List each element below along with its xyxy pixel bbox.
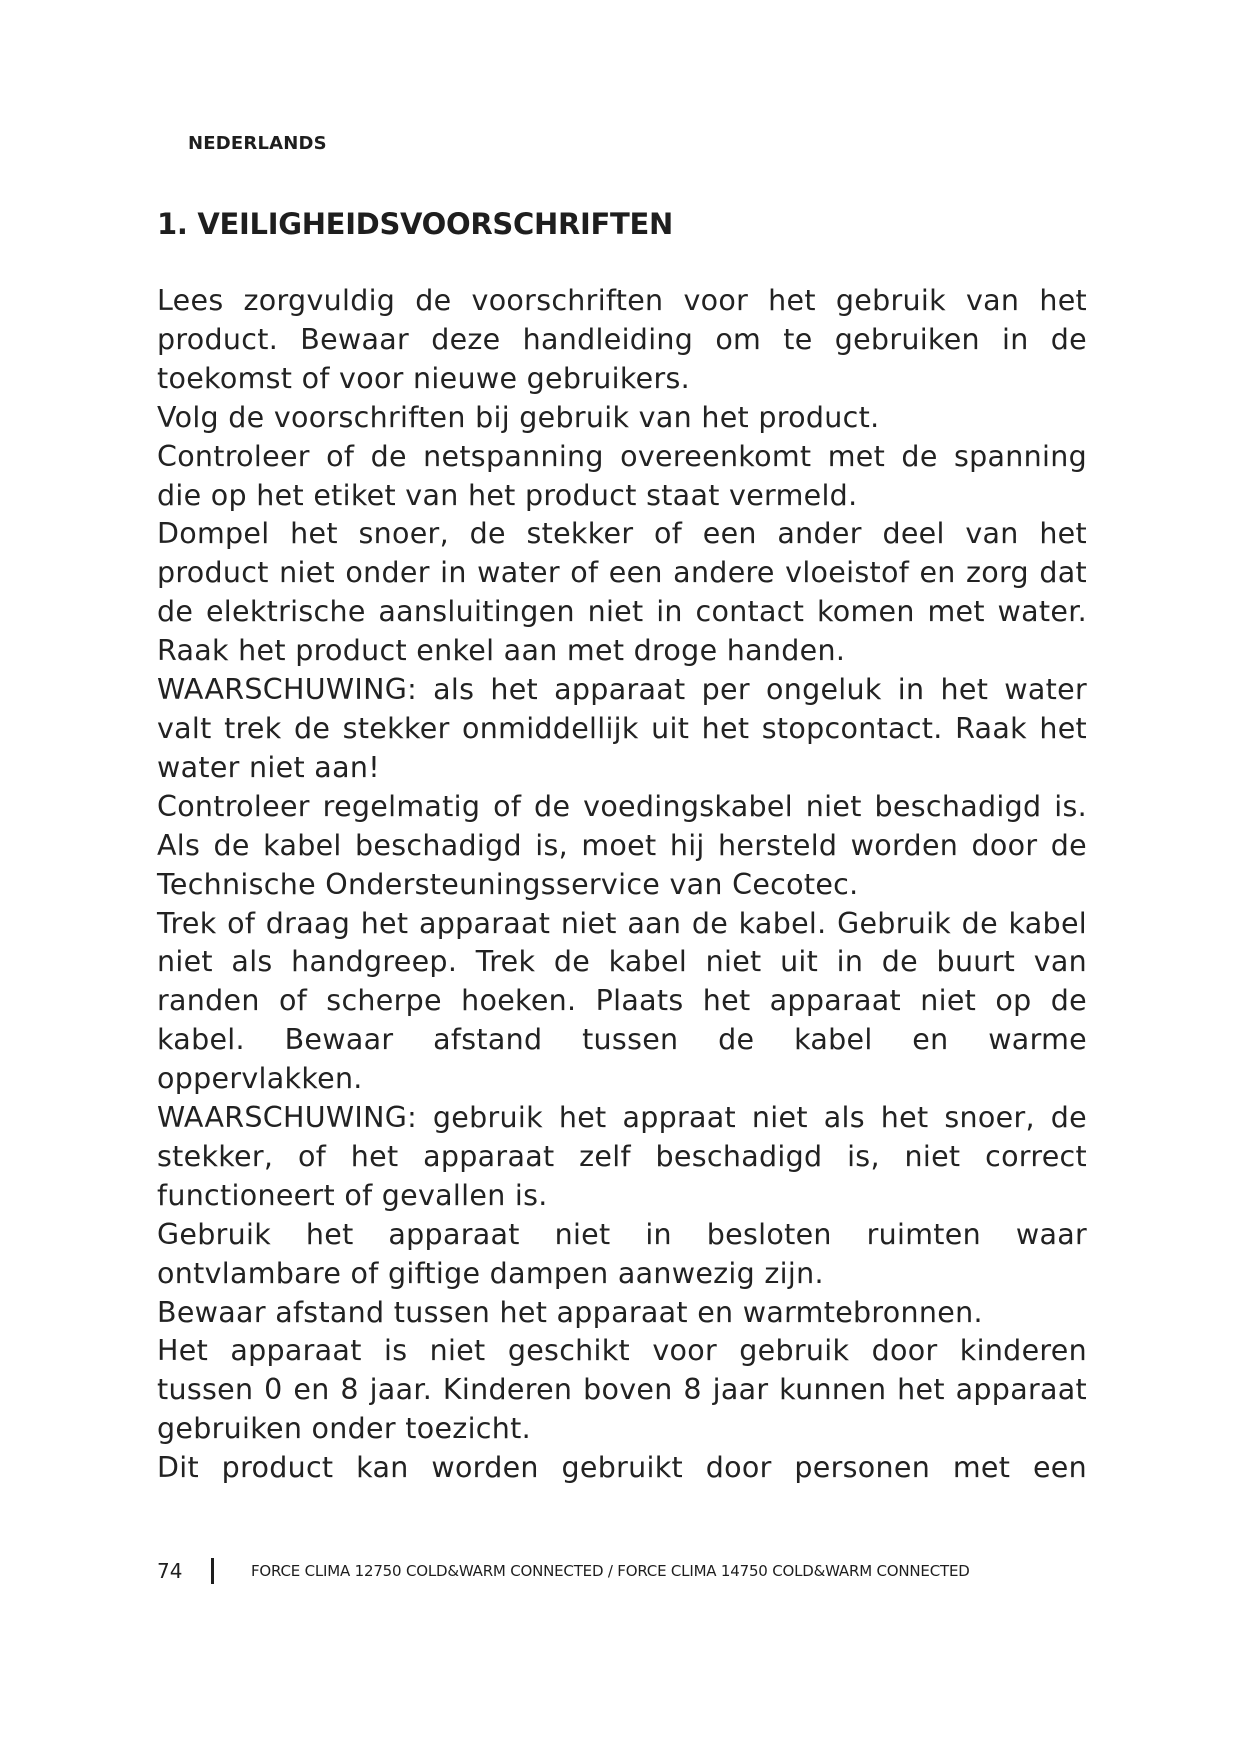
language-label: NEDERLANDS: [188, 133, 327, 154]
instruction-paragraph: Bewaar afstand tussen het apparaat en warmtebronnen.: [157, 1295, 983, 1329]
instruction-paragraph: Het apparaat is niet geschikt voor gebruik door kinderen tussen 0 en 8 jaar. Kinderen boven 8 jaar kunnen het apparaat gebruiken onder toezicht.: [157, 1334, 1087, 1446]
footer-divider: [211, 1558, 214, 1584]
instruction-paragraph: Gebruik het apparaat niet in besloten ruimten waar ontvlambare of giftige dampen aanwezig zijn.: [157, 1217, 1087, 1290]
page-footer: [157, 1557, 970, 1585]
instruction-paragraph: Controleer regelmatig of de voedingskabel niet beschadigd is. Als de kabel beschadigd is, moet hij hersteld worden door de Technische Ondersteuningsservice van Cecotec.: [157, 789, 1087, 901]
safety-instructions-list: [157, 282, 1087, 1488]
instruction-paragraph: Dit product kan worden gebruikt door personen met een: [157, 1451, 1087, 1485]
footer-product-name: FORCE CLIMA 12750 COLD&WARM CONNECTED / FORCE CLIMA 14750 COLD&WARM CONNECTED: [251, 1562, 970, 1580]
warning-paragraph: WAARSCHUWING: als het apparaat per ongeluk in het water valt trek de stekker onmiddellijk uit het stopcontact. Raak het water niet aan!: [157, 673, 1087, 784]
instruction-paragraph: Dompel het snoer, de stekker of een ander deel van het product niet onder in water of een andere vloeistof en zorg dat de elektrische aansluitingen niet in contact komen met water. Raak het product enkel aan met droge handen.: [157, 517, 1087, 668]
instruction-paragraph: Lees zorgvuldig de voorschriften voor het gebruik van het product. Bewaar deze handleiding om te gebruiken in de toekomst of voor nieuwe gebruikers.: [157, 284, 1087, 395]
page-number: 74: [157, 1559, 183, 1583]
instruction-paragraph: Controleer of de netspanning overeenkomt met de spanning die op het etiket van het product staat vermeld.: [157, 439, 1087, 512]
section-title: 1. VEILIGHEIDSVOORSCHRIFTEN: [157, 207, 673, 241]
instruction-paragraph: Volg de voorschriften bij gebruik van het product.: [157, 400, 880, 434]
warning-paragraph: WAARSCHUWING: gebruik het appraat niet als het snoer, de stekker, of het apparaat zelf beschadigd is, niet correct functioneert of gevallen is.: [157, 1101, 1087, 1212]
instruction-paragraph: Trek of draag het apparaat niet aan de kabel. Gebruik de kabel niet als handgreep. Trek de kabel niet uit in de buurt van randen of scherpe hoeken. Plaats het apparaat niet op de kabel. Bewaar afstand tussen de kabel en warme oppervlakken.: [157, 906, 1087, 1096]
